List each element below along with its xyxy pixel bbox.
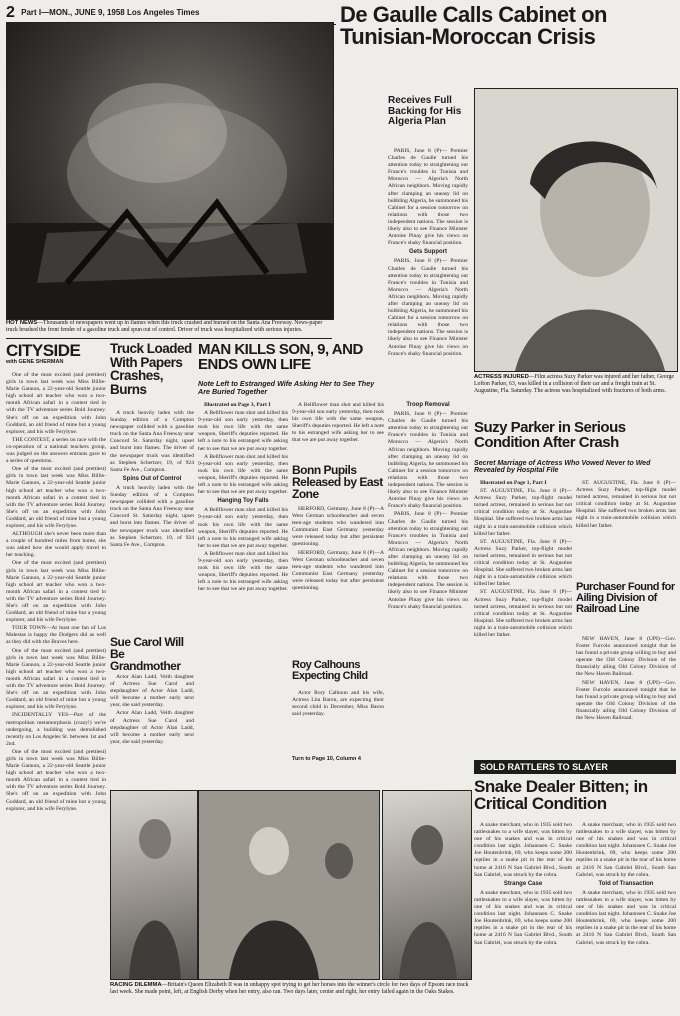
- page-number: 2: [6, 4, 15, 21]
- snake-kicker: SOLD RATTLERS TO SLAYER: [474, 760, 676, 774]
- racing-photo-left: [110, 790, 198, 980]
- cityside-contest: THE CONTEST, a series on race with the co-operation of a national teachers group, was judged on the answers entrants gave to a series of questions.: [6, 436, 106, 465]
- degaulle-body-text-3: PARIS, June 8 (P)— Premier Charles de Gaulle turned his attention today to straightening out France's troubles in Tunisia and Morocco — Algeria's North African neighbors. Moving rapidly after clamping an uneasy lid on bubbling Algeria, he summoned his Cabinet for a session tomorrow on relations with those two independent nations. The session is likely also to see Finance Minister Antoine Pinay give his views on France's shaky financial position.: [388, 411, 468, 510]
- racing-caption-lead: RACING DILEMMA: [110, 982, 162, 988]
- snake-text-2: A snake merchant, who in 1935 sold two rattlesnakes to a wife slayer, was bitten by one of his snakes and was in critical condition last night. Johannsen C. Snake Joe Houtenbrink, 69, who keeps some 200 reptiles in a snake pit in the rear of his home at 2416 N San Gabriel Blvd., South San Gabriel, was struck by the cobra.: [474, 889, 572, 946]
- snake-text-4: A snake merchant, who in 1935 sold two rattlesnakes to a wife slayer, was bitten by one of his snakes and was in critical condition last night. Johannsen C. Snake Joe Houtenbrink, 69, who keeps some 200 reptiles in a snake pit in the rear of his home at 2416 N San Gabriel Blvd., South San Gabriel, was struck by the cobra.: [576, 889, 676, 946]
- queen-illustration-center: [199, 791, 379, 979]
- degaulle-sub-troop-removal: Troop Removal: [406, 402, 450, 408]
- suzy-text-4: ST. AUGUSTINE, Fla. June 8 (P)—Actress Suzy Parker, top-flight model turned actress, remained in serious but not critical condition today at St. Augustine Hospital. She suffered two broken arms last night in a train-automobile collision which killed her father.: [576, 480, 676, 529]
- roy-text: Actor Rory Calhoun and his wife, Actress Lita Baron, are expecting their second child in December, Miss Baron said yesterday.: [292, 690, 384, 718]
- man-kills-headline: MAN KILLS SON, 9, AND ENDS OWN LIFE: [198, 341, 363, 373]
- suzy-body-col2: [576, 480, 676, 580]
- bonn-text-2: HERFORD, Germany, June 8 (P)—A West German schoolteacher and seven teen-age students who wandered into Communist East Germany yesterday were released today but after persistent questioning.: [292, 549, 384, 592]
- suzy-deck: Secret Marriage of Actress Who Vowed Never to Wed Revealed by Hospital File: [474, 460, 651, 475]
- man-kills-illus: Illustrated on Page 3, Part I: [204, 402, 271, 408]
- truck-fire-illustration: [7, 23, 333, 319]
- truck-text-2: A truck heavily laden with the Sunday edition of a Compton newspaper collided with a gasoline truck on the Santa Ana Freeway near Concord St. Saturday night, upset and burst into flames. The driver of the newspaper truck was identified as Stephen Schertzer, 19, of 924 Santa Fe Ave., Compton.: [110, 484, 194, 548]
- degaulle-body-text-4: PARIS, June 8 (P)— Premier Charles de Gaulle turned his attention today to straightening out France's troubles in Tunisia and Morocco — Algeria's North African neighbors. Moving rapidly after clamping an uneasy lid on bubbling Algeria, he summoned his Cabinet for a session tomorrow on relations with those two independent nations. The session is likely also to see Finance Minister Antoine Pinay give his views on France's shaky financial position.: [388, 511, 468, 610]
- hot-news-caption-text: Thousands of newspapers went up in flames when this truck crashed and burned on the Santa Ana Freeway. News-paper truck brushed the front fender of a gasoline truck and spun out of control. Driver of truck was hospitalized with serious injuries.: [6, 320, 323, 333]
- cityside-title: CITYSIDE: [6, 341, 81, 360]
- cityside-text-3: One of the most excited (and prettiest) girls in town last week was Miss Billie-Marie Gannon, a 22-year-old Seattle junior high school art teacher who won a two-month African safari in a contest tied in with the TV adventure series Bold Journey. She's off on an expedition with John Goddard, an old friend of mine but a young explorer, and his wife Ferylyne.: [6, 560, 106, 624]
- cityside-tour-town: TOUR TOWN—At least one fan of Los Malestas is happy the Dodgers did as well as they did with the Braves here.: [6, 625, 106, 646]
- carol-body: [110, 674, 194, 784]
- purchaser-headline: Purchaser Found for Ailing Division of Railroad Line: [576, 581, 675, 615]
- degaulle-body-col2: [388, 400, 468, 780]
- snake-sub-told: Told of Transaction: [598, 880, 654, 887]
- hot-news-caption-lead: HOT NEWS: [6, 320, 38, 326]
- purchaser-text-2: NEW HAVEN, June 8 (UPI)—Gov. Foster Furcolo announced tonight that he has found a private group willing to buy and operate the Old Colony Division of the financially ailing Old Colony Division of the New Haven Railroad.: [576, 679, 676, 722]
- bonn-text: HERFORD, Germany, June 8 (P)—A West German schoolteacher and seven teen-age students who wandered into Communist East Germany yesterday were released today but after persistent questioning.: [292, 506, 384, 548]
- divider: [6, 338, 332, 339]
- hot-news-caption: HOT NEWS—Thousands of newspapers went up in flames when this truck crashed and burned on the Santa Ana Freeway. News-paper truck brushed the front fender of a gasoline truck and spun out of control. Driver of truck was hospitalized with serious injuries.: [6, 320, 323, 333]
- roy-headline: Roy Calhouns Expecting Child: [292, 659, 368, 682]
- man-kills-sub: Hanging Toy Falls: [217, 498, 269, 505]
- snake-body-col2: [576, 822, 676, 1012]
- carol-text: Actor Alan Ladd, Veith daughter of Actress Sue Carol and stepdaughter of Actor Alan Ladd, will become a mother early next year, she said yesterday.: [110, 674, 194, 709]
- racing-caption: RACING DILEMMA—Britain's Queen Elizabeth II was in unhappy spot trying to get her horses into the winner's circle for two days of Epsom race track last week. She made point, left, at English Derby when her entry, also ran. Two days later, center and right, her entry failed again in the Oaks Stakes.: [110, 982, 469, 995]
- suzy-text-2: ST. AUGUSTINE, Fla. June 8 (P)—Actress Suzy Parker, top-flight model turned actress, remained in serious but not critical condition today at St. Augustine Hospital. She suffered two broken arms last night in a train-automobile collision which killed her father.: [474, 538, 572, 588]
- man-kills-text-2: A Bellflower man shot and killed his 9-year-old son early yesterday, then took his own life with the same weapon, Sheriff's deputies reported. He left a note to his estranged wife asking her to see that we are put away together.: [198, 453, 288, 496]
- degaulle-headline: De Gaulle Calls Cabinet on Tunisian-Moroccan Crisis: [340, 2, 607, 49]
- truck-headline: Truck Loaded With Papers Crashes, Burns: [110, 341, 192, 397]
- cityside-header: [6, 342, 106, 365]
- portrait-illustration: [475, 89, 677, 371]
- truck-sub: Spins Out of Control: [122, 475, 182, 482]
- degaulle-body-text-2: PARIS, June 8 (P)— Premier Charles de Gaulle turned his attention today to straightening out France's troubles in Tunisia and Morocco — Algeria's North African neighbors. Moving rapidly after clamping an uneasy lid on bubbling Algeria, he summoned his Cabinet for a session tomorrow on relations with those two independent nations. The session is likely also to see Finance Minister Antoine Pinay give his views on France's shaky financial position.: [388, 258, 468, 357]
- cityside-byline: with GENE SHERMAN: [6, 359, 64, 365]
- truck-text: A truck heavily laden with the Sunday edition of a Compton newspaper collided with a gasoline truck on the Santa Ana Freeway near Concord St. Saturday night, upset and burst into flames. The driver of the newspaper truck was identified as Stephen Schertzer, 19, of 924 Santa Fe Ave., Compton.: [110, 410, 194, 473]
- queen-illustration-right: [383, 791, 471, 979]
- suzy-text: ST. AUGUSTINE, Fla. June 8 (P)—Actress Suzy Parker, top-flight model turned actress, remained in serious but not critical condition today at St. Augustine Hospital. She suffered two broken arms last night in a train-automobile collision which killed her father.: [474, 488, 572, 537]
- degaulle-body-text: PARIS, June 8 (P)— Premier Charles de Gaulle turned his attention today to straightening out France's troubles in Tunisia and Morocco — Algeria's North African neighbors. Moving rapidly after clamping an uneasy lid on bubbling Algeria, he summoned his Cabinet for a session tomorrow on relations with those two independent nations. The session is likely also to see Finance Minister Antoine Pinay give his views on France's shaky financial position.: [388, 148, 468, 247]
- suzy-caption-text: Film actress Suzy Parker was injured and her father, George Lofton Parker, 63, was killed in a collision of their car and a freight train at St. Augustine, Fla. Saturday. The actress was hospitalized with fractures of both arms.: [474, 374, 674, 394]
- snake-body-col1: [474, 822, 572, 1012]
- man-kills-text-3: A Bellflower man shot and killed his 9-year-old son early yesterday, then took his own life with the same weapon, Sheriff's deputies reported. He left a note to his estranged wife asking her to see that we are put away together.: [198, 507, 288, 549]
- degaulle-sub-gets-support: Gets Support: [408, 249, 447, 256]
- cityside-text-5: One of the most excited (and prettiest) girls in town last week was Miss Billie-Marie Gannon, a 22-year-old Seattle junior high school art teacher who won a two-month African safari in a contest tied in with the TV adventure series Bold Journey. She's off on an expedition with John Goddard, an old friend of mine but a young explorer, and his wife Ferylyne.: [6, 748, 106, 812]
- purchaser-text: NEW HAVEN, June 8 (UPI)—Gov. Foster Furcolo announced tonight that he has found a private group willing to buy and operate the Old Colony Division of the financially ailing Old Colony Division of the New Haven Railroad.: [576, 636, 676, 678]
- bonn-headline: Bonn Pupils Released by East Zone: [292, 463, 383, 501]
- folio-text: Part I—MON., JUNE 9, 1958 Los Angeles Times: [21, 8, 200, 17]
- cityside-although: ALTHOUGH she's never been more than a couple of hundred miles from home, she was asked how she would apply travel to her teaching.: [6, 531, 106, 559]
- queen-illustration-left: [111, 791, 197, 979]
- suzy-headline: Suzy Parker in Serious Condition After Crash: [474, 419, 626, 451]
- man-kills-text-5: A Bellflower man shot and killed his 9-year-old son early yesterday, then took his own life with the same weapon, Sheriff's deputies reported. He left a note to his estranged wife asking her to see that we are put away together.: [292, 402, 384, 444]
- truck-fire-photo: [6, 22, 334, 320]
- suzy-body: [474, 480, 572, 756]
- cityside-text: One of the most excited (and prettiest) girls in town last week was Miss Billie-Marie Gannon, a 22-year-old Seattle junior high school art teacher who won a two-month African safari in a contest tied in with the TV adventure series Bold Journey. She's off on an expedition with John Goddard, an old friend of mine but a young explorer, and his wife Ferylyne.: [6, 372, 106, 435]
- suzy-illus: Illustrated on Page 1, Part I: [480, 480, 547, 486]
- carol-text-2: Actor Alan Ladd, Veith daughter of Actress Sue Carol and stepdaughter of Actor Alan Ladd, will become a mother early next year, she said yesterday.: [110, 710, 194, 745]
- snake-text-3: A snake merchant, who in 1935 sold two rattlesnakes to a wife slayer, was bitten by one of his snakes and was in critical condition last night. Johannsen C. Snake Joe Houtenbrink, 69, who keeps some 200 reptiles in a snake pit in the rear of his home at 2416 N San Gabriel Blvd., South San Gabriel, was struck by the cobra.: [576, 822, 676, 878]
- carol-headline: Sue Carol Will Be Grandmother: [110, 635, 184, 673]
- truck-body: [110, 410, 194, 630]
- degaulle-body-col1: [388, 148, 468, 398]
- cityside-text-2: One of the most excited (and prettiest) girls in town last week was Miss Billie-Marie Gannon, a 22-year-old Seattle junior high school art teacher who won a two-month African safari in a contest tied in with the TV adventure series Bold Journey. She's off on an expedition with John Goddard, an old friend of mine but a young explorer, and his wife Ferylyne.: [6, 466, 106, 529]
- degaulle-deck: Receives Full Backing for His Algeria Plan: [388, 95, 462, 127]
- cityside-text-4: One of the most excited (and prettiest) girls in town last week was Miss Billie-Marie Gannon, a 22-year-old Seattle junior high school art teacher who won a two-month African safari in a contest tied in with the TV adventure series Bold Journey. She's off on an expedition with John Goddard, an old friend of mine but a young explorer, and his wife Ferylyne.: [6, 647, 106, 711]
- degaulle-jump: Turn to Page 10, Column 4: [292, 756, 361, 762]
- cityside-body: [6, 372, 106, 1012]
- degaulle-photo: [474, 88, 678, 372]
- purchaser-body: [576, 636, 676, 754]
- suzy-caption-lead: ACTRESS INJURED: [474, 374, 529, 380]
- snake-headline: Snake Dealer Bitten; in Critical Condition: [474, 777, 648, 813]
- suzy-text-3: ST. AUGUSTINE, Fla. June 8 (P)—Actress Suzy Parker, top-flight model turned actress, remained in serious but not critical condition today at St. Augustine Hospital. She suffered two broken arms last night in a train-automobile collision which killed her father.: [474, 589, 572, 638]
- racing-photo-center: [198, 790, 380, 980]
- roy-body: [292, 690, 384, 754]
- bonn-body: [292, 506, 384, 656]
- cityside-incidentally: INCIDENTALLY YES—Part of the metropolitan metamorphosis (crazy!) we're undergoing, a building was demolished recently on Los Angeles St. between 1st and 2nd.: [6, 712, 106, 747]
- snake-text: A snake merchant, who in 1935 sold two rattlesnakes to a wife slayer, was bitten by one of his snakes and was in critical condition last night. Johannsen C. Snake Joe Houtenbrink, 69, who keeps some 200 reptiles in a snake pit in the rear of his home at 2416 N San Gabriel Blvd., South San Gabriel, was struck by the cobra.: [474, 822, 572, 878]
- man-kills-deck: Note Left to Estranged Wife Asking Her to See They Are Buried Together: [198, 379, 375, 396]
- man-kills-text-4: A Bellflower man shot and killed his 9-year-old son early yesterday, then took his own life with the same weapon, Sheriff's deputies reported. He left a note to his estranged wife asking her to see that we are put away together.: [198, 550, 288, 593]
- suzy-photo-caption: ACTRESS INJURED—Film actress Suzy Parker was injured and her father, George Lofton Parker, 63, was killed in a collision of their car and a freight train at St. Augustine, Fla. Saturday. The actress was hospitalized with fractures of both arms.: [474, 374, 674, 394]
- racing-caption-text: Britain's Queen Elizabeth II was in unhappy spot trying to get her horses into the winner's circle for two days of Epsom race track last week. She made point, left, at English Derby when her entry, also ran. Two days later, center and right, her entry failed again in the Oaks Stakes.: [110, 982, 469, 995]
- racing-photo-right: [382, 790, 472, 980]
- man-kills-body-col1: [198, 402, 288, 782]
- man-kills-body-col2: [292, 402, 384, 462]
- snake-sub-strange-case: Strange Case: [503, 880, 543, 887]
- man-kills-text: A Bellflower man shot and killed his 9-year-old son early yesterday, then took his own life with the same weapon, Sheriff's deputies reported. He left a note to his estranged wife asking her to see that we are put away together.: [198, 410, 288, 452]
